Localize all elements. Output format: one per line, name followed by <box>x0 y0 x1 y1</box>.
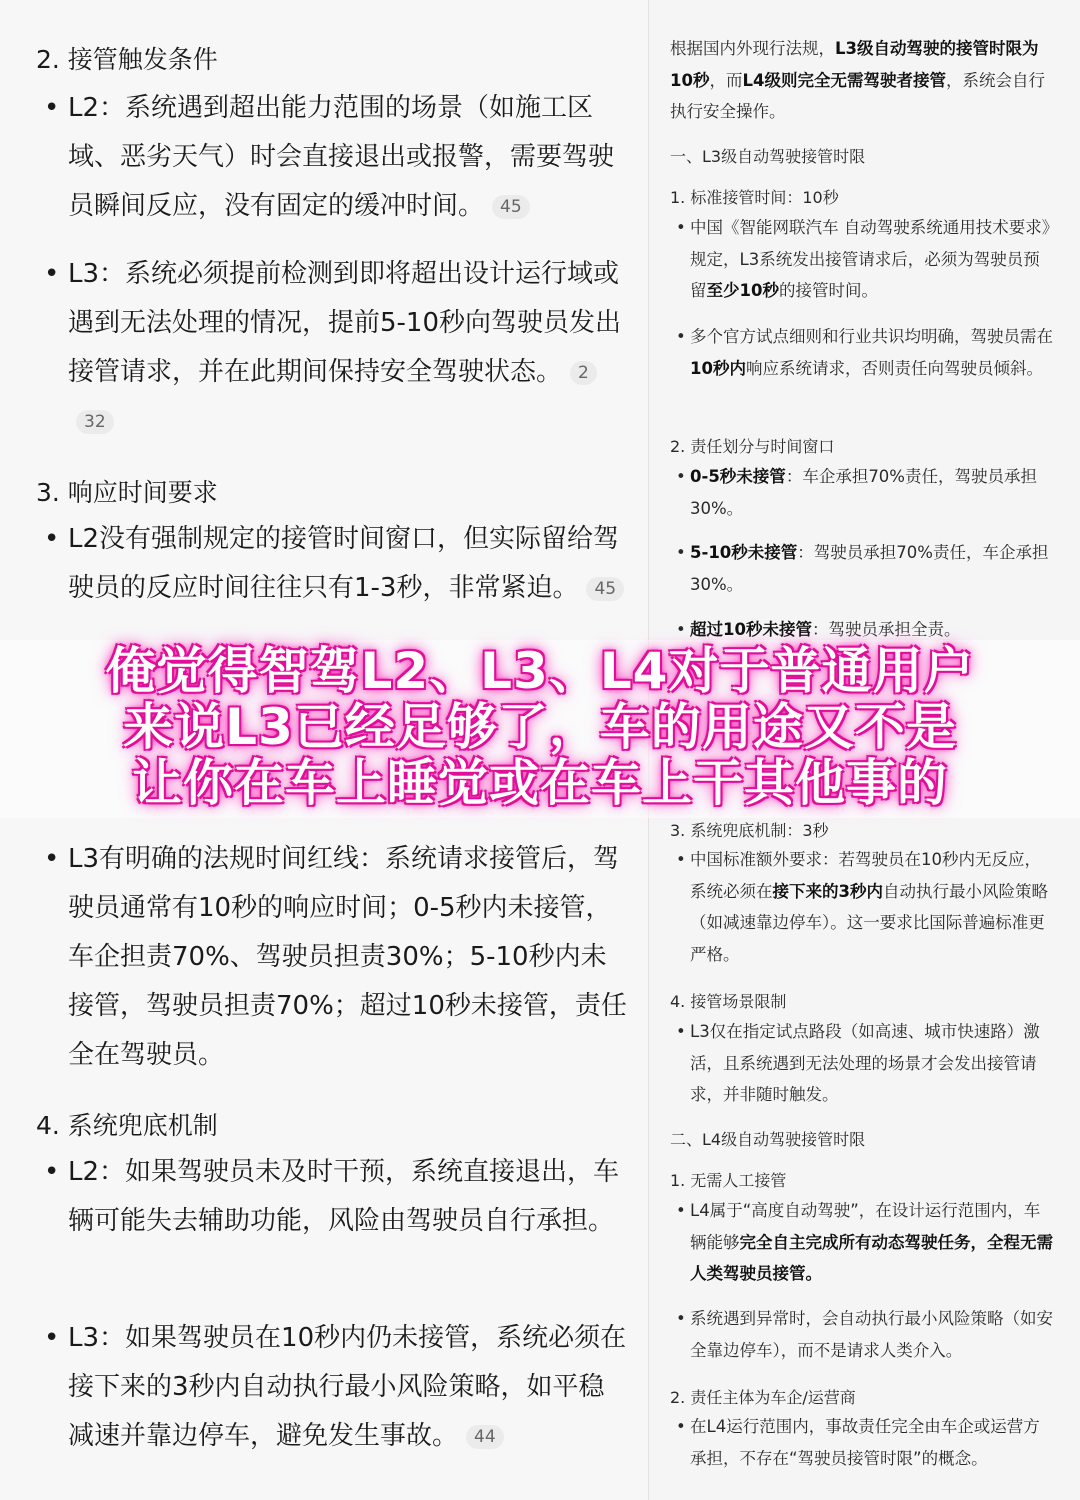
citation-badge[interactable]: 45 <box>586 577 624 601</box>
list-item-text: L2：系统遇到超出能力范围的场景（如施工区域、恶劣天气）时会直接退出或报警，需要驾驶员瞬间反应，没有固定的缓冲时间。 <box>68 93 615 221</box>
bullet-icon: • <box>676 620 686 639</box>
bullet-icon: • <box>676 1201 686 1220</box>
subsection-heading: 1. 无需人工接管 <box>670 1171 787 1190</box>
caption-line: 让你在车上睡觉或在车上干其他事的 <box>132 754 948 812</box>
bullet-icon: • <box>44 524 60 554</box>
bullet-icon: • <box>676 467 686 486</box>
section-heading: 4. 系统兜底机制 <box>36 1111 218 1140</box>
citation-badge[interactable]: 44 <box>466 1425 504 1449</box>
list-item-text: L2：如果驾驶员未及时干预，系统直接退出，车辆可能失去辅助功能，风险由驾驶员自行承担。 <box>68 1157 620 1236</box>
section-heading: 2. 接管触发条件 <box>36 45 218 74</box>
list-item-text: L2没有强制规定的接管时间窗口，但实际留给驾驶员的反应时间往往只有1-3秒，非常紧迫。 <box>68 524 620 603</box>
caption-line: 俺觉得智驾L2、L3、L4对于普通用户 <box>105 642 975 700</box>
caption-overlay <box>0 643 1080 811</box>
bullet-icon: • <box>676 1417 686 1436</box>
list-item-text: L3：系统必须提前检测到即将超出设计运行域或遇到无法处理的情况，提前5-10秒向驾驶员发出接管请求，并在此期间保持安全驾驶状态。 <box>68 259 622 387</box>
bullet-icon: • <box>44 844 60 874</box>
section-heading: 3. 响应时间要求 <box>36 478 218 507</box>
caption-line: 来说L3已经足够了，车的用途又不是 <box>123 698 957 756</box>
bullet-icon: • <box>44 1323 60 1353</box>
citation-badge[interactable]: 45 <box>492 195 530 219</box>
section-heading: 二、L4级自动驾驶接管时限 <box>670 1130 866 1149</box>
bullet-icon: • <box>676 218 686 237</box>
section-heading: 一、L3级自动驾驶接管时限 <box>670 147 866 166</box>
bullet-icon: • <box>44 1157 60 1187</box>
bullet-icon: • <box>44 93 60 123</box>
bullet-icon: • <box>676 1022 686 1041</box>
subsection-heading: 1. 标准接管时间：10秒 <box>670 188 839 207</box>
list-item-text: L3：如果驾驶员在10秒内仍未接管，系统必须在接下来的3秒内自动执行最小风险策略，如平稳减速并靠边停车，避免发生事故。 <box>68 1323 627 1451</box>
bullet-icon: • <box>676 1309 686 1328</box>
subsection-heading: 3. 系统兜底机制：3秒 <box>670 821 829 840</box>
bullet-icon: • <box>44 259 60 289</box>
bullet-icon: • <box>676 327 686 346</box>
bullet-icon: • <box>676 850 686 869</box>
list-item-text: L3有明确的法规时间红线：系统请求接管后，驾驶员通常有10秒的响应时间；0-5秒内未接管，车企担责70%、驾驶员担责30%；5-10秒内未接管，驾驶员担责70%；超过10秒未接管，责任全在驾驶员。 <box>68 844 627 1070</box>
subsection-heading: 4. 接管场景限制 <box>670 992 787 1011</box>
subsection-heading: 2. 责任划分与时间窗口 <box>670 437 835 456</box>
intro-paragraph: 根据国内外现行法规，L3级自动驾驶的接管时限为10秒，而L4级则完全无需驾驶者接管，系统会自行执行安全操作。 <box>670 39 1045 121</box>
citation-badge[interactable]: 32 <box>76 410 114 434</box>
bullet-icon: • <box>676 543 686 562</box>
subsection-heading: 2. 责任主体为车企/运营商 <box>670 1388 856 1407</box>
citation-badge[interactable]: 2 <box>570 361 597 385</box>
